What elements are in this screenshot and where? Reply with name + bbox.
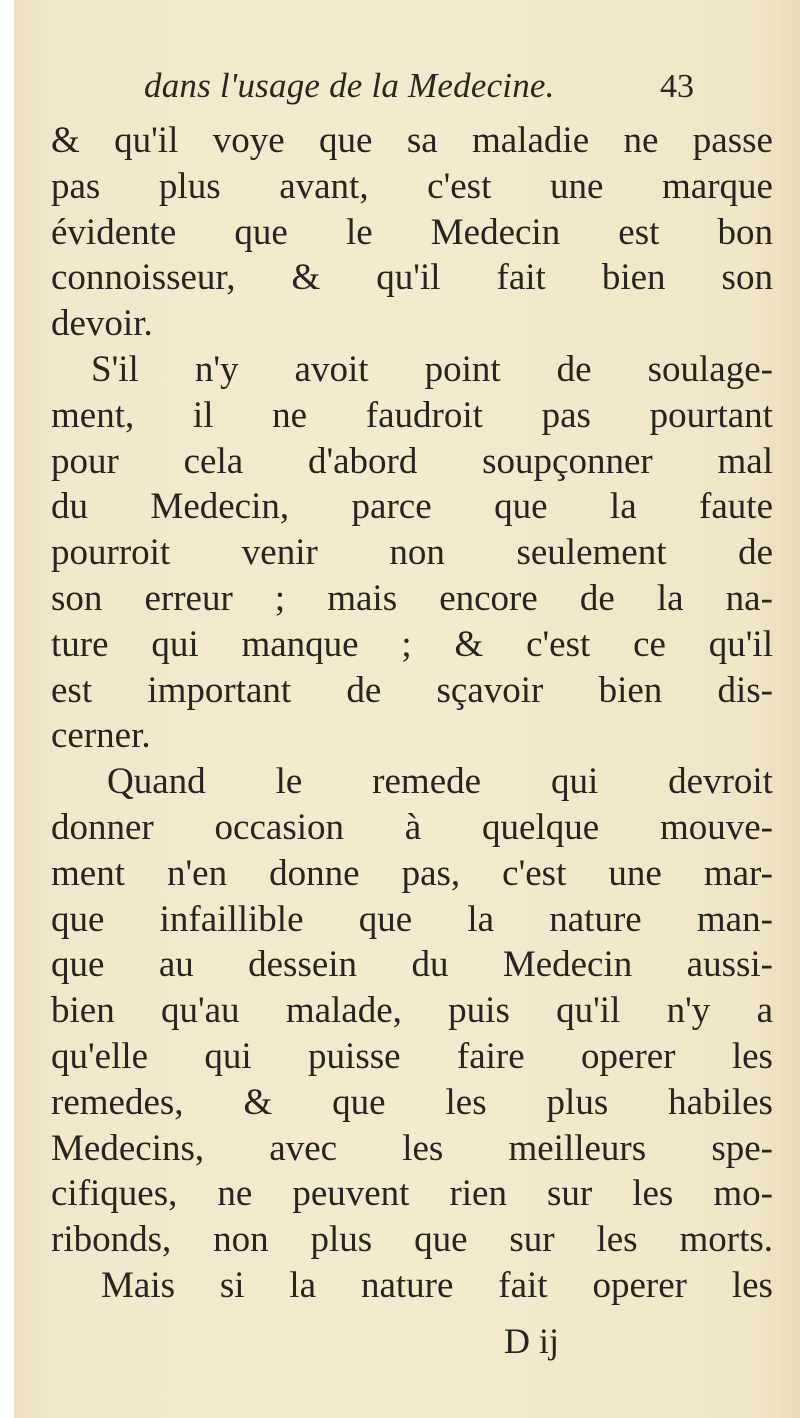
- text-line: est important de sçavoir bien dis-: [51, 669, 773, 711]
- text-line: pas plus avant, c'est une marque: [51, 165, 773, 207]
- text-line: ment, il ne faudroit pas pourtant: [51, 394, 773, 436]
- text-line: son erreur ; mais encore de la na-: [51, 577, 773, 619]
- text-line: Medecins, avec les meilleurs spe-: [51, 1127, 773, 1169]
- text-line: devoir.: [51, 303, 153, 345]
- text-line: bien qu'au malade, puis qu'il n'y a: [51, 990, 773, 1032]
- signature-mark: D ij: [504, 1321, 560, 1361]
- paragraph-start-line: Mais si la nature fait operer les: [101, 1264, 773, 1306]
- paragraph-start-line: S'il n'y avoit point de soulage-: [91, 348, 773, 390]
- text-line: qu'elle qui puisse faire operer les: [51, 1035, 773, 1077]
- text-line: ribonds, non plus que sur les morts.: [51, 1219, 773, 1261]
- text-line: connoisseur, & qu'il fait bien son: [51, 257, 773, 299]
- body-text: [51, 118, 773, 1309]
- paragraph-start-line: Quand le remede qui devroit: [107, 761, 773, 803]
- book-page: [14, 0, 800, 1418]
- text-line: du Medecin, parce que la faute: [51, 486, 773, 528]
- text-line: cerner.: [51, 715, 151, 757]
- text-line: ment n'en donne pas, c'est une mar-: [51, 852, 773, 894]
- running-title: dans l'usage de la Medecine.: [144, 66, 555, 105]
- text-line: pourroit venir non seulement de: [51, 532, 773, 574]
- text-line: donner occasion à quelque mouve-: [51, 806, 773, 848]
- page-header: [144, 66, 694, 116]
- text-line: ture qui manque ; & c'est ce qu'il: [51, 623, 773, 665]
- text-line: & qu'il voye que sa maladie ne passe: [51, 120, 773, 161]
- text-line: remedes, & que les plus habiles: [51, 1081, 773, 1123]
- text-line: évidente que le Medecin est bon: [51, 211, 773, 253]
- text-line: pour cela d'abord soupçonner mal: [51, 440, 773, 482]
- text-line: que au dessein du Medecin aussi-: [51, 944, 773, 986]
- page-number: 43: [660, 68, 694, 105]
- text-line: cifiques, ne peuvent rien sur les mo-: [51, 1173, 773, 1215]
- text-line: que infaillible que la nature man-: [51, 898, 773, 940]
